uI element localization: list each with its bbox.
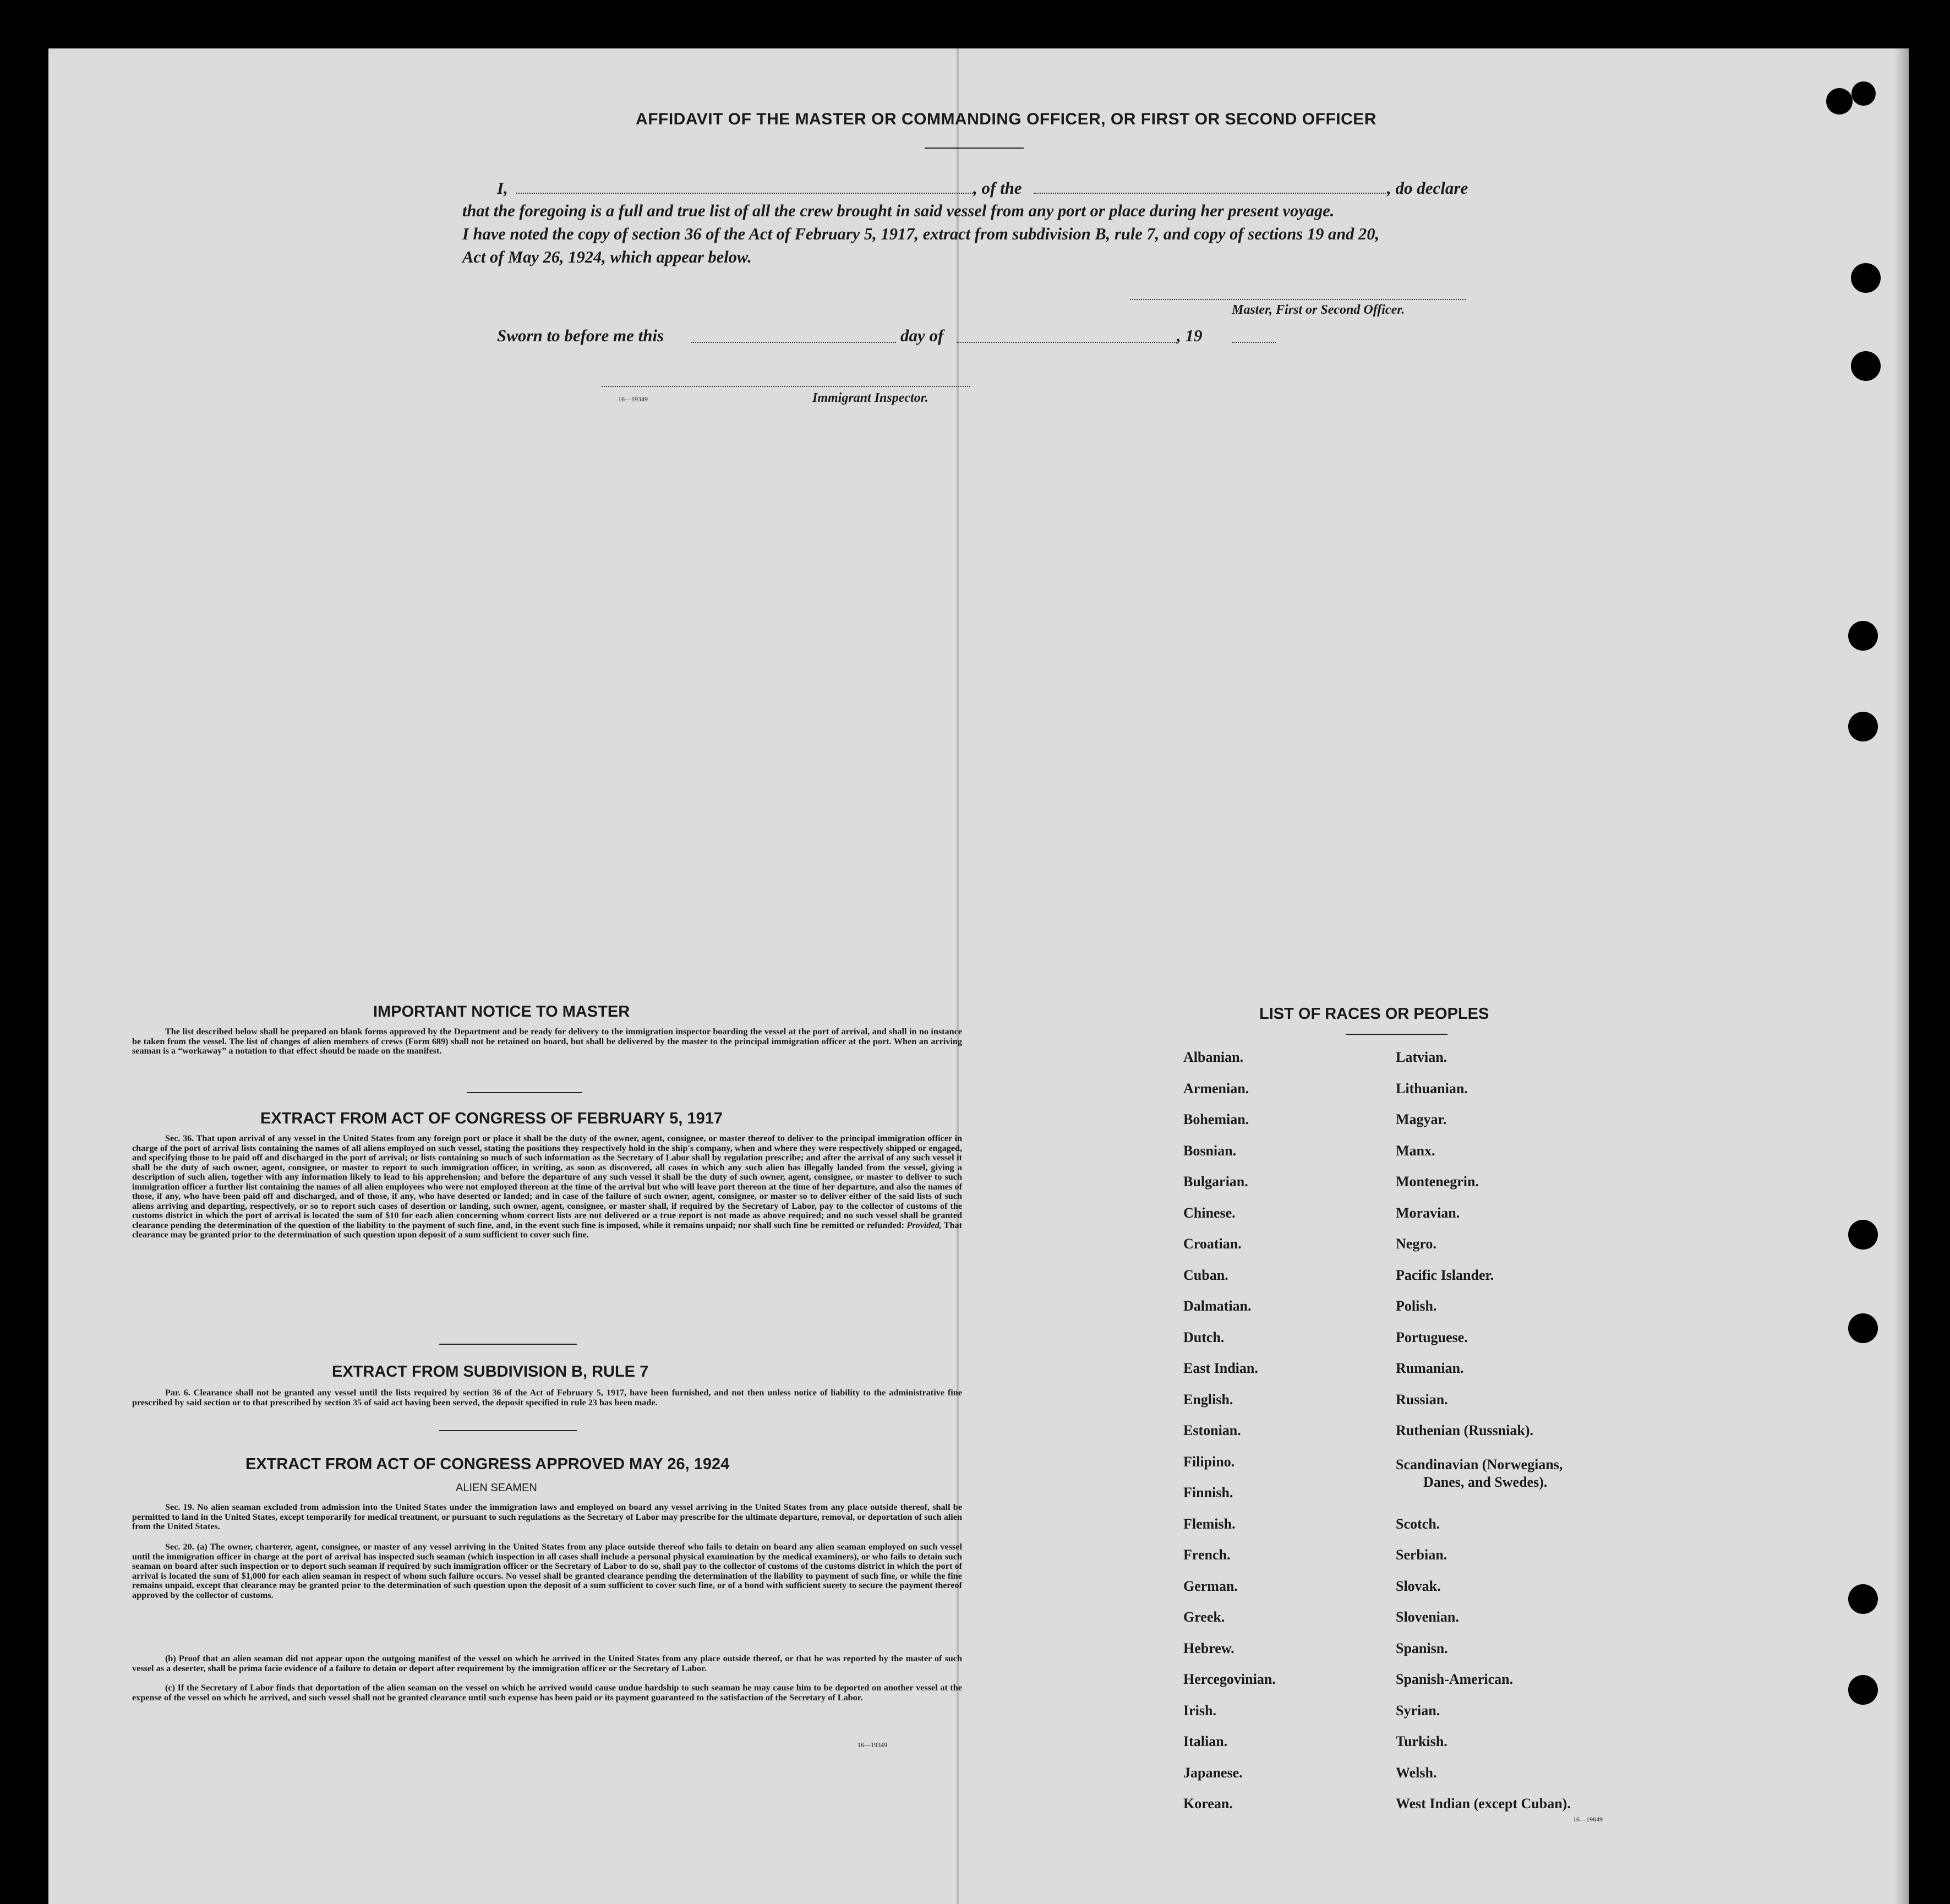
- race-item: Armenian.: [1183, 1080, 1249, 1096]
- title-rule: [925, 148, 1024, 149]
- document-sheet: [48, 48, 1909, 1904]
- do-declare-label: , do declare: [1387, 178, 1468, 198]
- notice-rule: [467, 1092, 582, 1093]
- race-item: Hebrew.: [1183, 1640, 1235, 1656]
- race-item: Estonian.: [1183, 1422, 1241, 1438]
- race-item: Filipino.: [1183, 1453, 1235, 1470]
- race-item: Bosnian.: [1183, 1142, 1237, 1159]
- declaration-line-2: that the foregoing is a full and true list of all the crew brought in said vessel from any port or place during her present voyage.: [462, 201, 1335, 220]
- extract-form-number: 16—19349: [857, 1741, 887, 1749]
- alien-seamen-subtitle: ALIEN SEAMEN: [456, 1482, 537, 1494]
- year-blank[interactable]: [1232, 342, 1276, 343]
- punch-hole: [1826, 88, 1853, 114]
- affidavit-form-number: 16—19349: [618, 395, 648, 403]
- race-item-continuation: Danes, and Swedes).: [1423, 1474, 1548, 1490]
- race-item: German.: [1183, 1578, 1238, 1594]
- race-item: Japanese.: [1183, 1764, 1243, 1781]
- inspector-label: Immigrant Inspector.: [812, 391, 928, 405]
- race-item: Scandinavian (Norwegians,: [1396, 1456, 1563, 1472]
- declaration-line-3: I have noted the copy of section 36 of the Act of February 5, 1917, extract from subdivision B, rule 7, and copy of sections 19 and 20,: [462, 225, 1380, 243]
- race-item: Turkish.: [1396, 1733, 1448, 1749]
- race-item: Croatian.: [1183, 1236, 1242, 1252]
- declaration-i: I,: [497, 178, 508, 198]
- race-item: Latvian.: [1396, 1049, 1448, 1065]
- signature-label: Master, First or Second Officer.: [1232, 303, 1405, 317]
- race-item: Bulgarian.: [1183, 1174, 1248, 1190]
- rule7-text: Par. 6. Clearance shall not be granted any vessel until the lists required by section 36 of the Act of February 5, 1917, have been furnished, and not then unless notice of liability to the administrative fine prescribed by said section or to that prescribed by section 35 of said act having been served, the deposit specified in rule 23 has been made.: [132, 1388, 962, 1407]
- race-item: Italian.: [1183, 1733, 1228, 1749]
- races-title: LIST OF RACES OR PEOPLES: [1259, 1005, 1489, 1023]
- race-item: Rumanian.: [1396, 1360, 1464, 1376]
- day-blank[interactable]: [691, 342, 896, 343]
- race-item: Cuban.: [1183, 1267, 1228, 1283]
- race-item: Lithuanian.: [1396, 1080, 1468, 1096]
- race-item: Manx.: [1396, 1142, 1435, 1159]
- year-prefix: , 19: [1177, 326, 1203, 345]
- vessel-blank[interactable]: [1034, 193, 1386, 194]
- of-the-label: , of the: [973, 178, 1022, 198]
- punch-hole: [1848, 1313, 1878, 1343]
- inspector-signature-blank[interactable]: [602, 386, 970, 387]
- punch-hole: [1851, 263, 1881, 293]
- race-item: Negro.: [1396, 1236, 1436, 1252]
- race-item: Welsh.: [1396, 1764, 1437, 1781]
- extract-1917-rule: [439, 1344, 577, 1345]
- race-item: Ruthenian (Russniak).: [1396, 1422, 1533, 1438]
- race-item: Slovenian.: [1396, 1609, 1459, 1625]
- race-item: Flemish.: [1183, 1515, 1236, 1532]
- race-item: Korean.: [1183, 1796, 1233, 1812]
- race-item: Dutch.: [1183, 1329, 1225, 1345]
- sec20a-text: Sec. 20. (a) The owner, charterer, agent, consignee, or master of any vessel arriving in the United States from any place outside thereof who fails to detain on board any alien seaman employed on such vessel until the immigration officer in charge at the port of arrival has inspected such seaman (which inspection in all cases shall include a personal physical examination by the medical examiners), or who fails to detain such seaman on board after such inspection or to deport such seaman if required by such immigration officer or the Secretary of Labor to do so, shall pay to the collector of customs of the customs district in which the port of arrival is located the sum of $1,000 for each alien seaman in respect of whom such failure occurs. No vessel shall be granted clearance pending the determination of the liability to payment of such fine, or while the fine remains unpaid, except that clearance may be granted prior to the determination of such question upon the deposit of a sum sufficient to cover such fine, or of a bond with sufficient surety to secure the payment thereof approved by the collector of customs.: [132, 1542, 962, 1600]
- race-item: Scotch.: [1396, 1515, 1440, 1532]
- notice-text: The list described below shall be prepared on blank forms approved by the Department and be ready for delivery to the immigration inspector boarding the vessel at the port of arrival, and shall in no instance be taken from the vessel. The list of changes of alien members of crews (Form 689) shall not be retained on board, but shall be delivered by the master to the principal immigration officer at the port. When an arriving seaman is a “workaway” a notation to that effect should be made on the manifest.: [132, 1027, 962, 1056]
- page-edge-shadow: [1894, 48, 1909, 1904]
- race-item: Polish.: [1396, 1298, 1437, 1314]
- race-item: West Indian (except Cuban).: [1396, 1796, 1571, 1812]
- race-item: Syrian.: [1396, 1702, 1440, 1718]
- race-item: Chinese.: [1183, 1204, 1236, 1221]
- center-fold: [957, 48, 959, 1904]
- punch-hole: [1848, 1220, 1878, 1250]
- race-item: Serbian.: [1396, 1547, 1448, 1563]
- punch-hole: [1848, 1584, 1878, 1614]
- extract-1917-body: Sec. 36. That upon arrival of any vessel in the United States from any foreign port or place it shall be the duty of the owner, agent, consignee, or master thereof to deliver to the principal immigration officer in charge of the port of arrival lists containing the names of all aliens employed on such vessel, stating the positions they respectively hold in the ship's company, when and where they were respectively shipped or engaged, and specifying those to be paid off and discharged in the port of arrival; or lists containing so much of such information as the Secretary of Labor shall by regulation prescribe; and after the arrival of any such vessel it shall be the duty of such owner, agent, consignee, or master to report to such immigration officer, in writing, as soon as discovered, all cases in which any such alien has illegally landed from the vessel, giving a description of such alien, together with any information likely to lead to his apprehension; and before the departure of any such vessel it shall be the duty of such owner, agent, consignee, or master to deliver to such immigration officer a further list containing the names of all alien employees who were not employed thereon at the time of the arrival but who will leave port thereon at the time of her departure, and also the names of those, if any, who have been paid off and discharged, and of those, if any, who have deserted or landed; and in case of the failure of such owner, agent, consignee, or master so to deliver either of the said lists of such aliens arriving and departing, respectively, or so to report such cases of desertion or landing, such owner, agent, consignee, or master shall, if required by the Secretary of Labor, pay to the collector of customs of the customs district in which the port of arrival is located the sum of $10 for each alien concerning whom correct lists are not delivered or a true report is not made as above required; and no such vessel shall be granted clearance pending the determination of the question of the liability to the payment of such fine, and, in the event such fine is imposed, while it remains unpaid; nor shall such fine be remitted or refunded:: [132, 1133, 962, 1230]
- race-item: Hercegovinian.: [1183, 1671, 1276, 1687]
- race-item: Slovak.: [1396, 1578, 1441, 1594]
- proviso-text: That clearance may be granted prior to the determination of such question upon deposit of a sum sufficient to cover such fine.: [132, 1220, 962, 1240]
- signature-blank[interactable]: [1130, 299, 1466, 300]
- race-item: Moravian.: [1396, 1204, 1460, 1221]
- sworn-label: Sworn to before me this: [497, 326, 664, 345]
- race-item: French.: [1183, 1547, 1231, 1563]
- race-item: Bohemian.: [1183, 1111, 1249, 1127]
- race-item: Finnish.: [1183, 1485, 1233, 1501]
- rule7-rule: [439, 1430, 577, 1431]
- race-item: East Indian.: [1183, 1360, 1258, 1376]
- race-item: Russian.: [1396, 1391, 1448, 1407]
- notice-title: IMPORTANT NOTICE TO MASTER: [373, 1003, 630, 1021]
- punch-hole: [1848, 712, 1878, 741]
- sec20b-text: (b) Proof that an alien seaman did not appear upon the outgoing manifest of the vessel on which he arrived in the United States from any place outside thereof, or that he was reported by the master of such vessel as a deserter, shall be prima facie evidence of a failure to detain or deport after requirement by the immigration officer or the Secretary of Labor.: [132, 1654, 962, 1673]
- sec20c-text: (c) If the Secretary of Labor finds that deportation of the alien seaman on the vessel on which he arrived would cause undue hardship to such seaman he may cause him to be deported on another vessel at the expense of the vessel on which he arrived, and such vessel shall not be granted clearance until such expense has been paid or its payment guaranteed to the satisfaction of the Secretary of Labor.: [132, 1683, 962, 1703]
- race-item: Spanish-American.: [1396, 1671, 1514, 1687]
- race-item: Magyar.: [1396, 1111, 1447, 1127]
- race-item: Greek.: [1183, 1609, 1225, 1625]
- extract-1917-text: [132, 1134, 962, 1240]
- extract-1924-title: EXTRACT FROM ACT OF CONGRESS APPROVED MAY 26, 1924: [245, 1455, 730, 1473]
- extract-1917-title: EXTRACT FROM ACT OF CONGRESS OF FEBRUARY 5, 1917: [260, 1110, 723, 1127]
- name-blank[interactable]: [516, 193, 973, 194]
- race-item: Dalmatian.: [1183, 1298, 1252, 1314]
- race-item: Portuguese.: [1396, 1329, 1468, 1345]
- race-item: Irish.: [1183, 1702, 1216, 1718]
- month-blank[interactable]: [957, 342, 1177, 343]
- punch-hole: [1848, 621, 1878, 651]
- sec19-text: Sec. 19. No alien seaman excluded from admission into the United States under the immigration laws and employed on board any vessel arriving in the United States from any place outside thereof, shall be permitted to land in the United States, except temporarily for medical treatment, or pursuant to such regulations as the Secretary of Labor may prescribe for the ultimate departure, removal, or deportation of such alien from the United States.: [132, 1502, 962, 1531]
- rule7-title: EXTRACT FROM SUBDIVISION B, RULE 7: [332, 1363, 649, 1381]
- punch-hole: [1851, 351, 1881, 381]
- affidavit-title: AFFIDAVIT OF THE MASTER OR COMMANDING OFFICER, OR FIRST OR SECOND OFFICER: [636, 110, 1377, 128]
- race-item: Spanisn.: [1396, 1640, 1448, 1656]
- proviso-word: Provided,: [906, 1220, 942, 1230]
- races-rule: [1346, 1034, 1448, 1035]
- race-item: Pacific Islander.: [1396, 1267, 1494, 1283]
- race-item: English.: [1183, 1391, 1233, 1407]
- day-of-label: day of: [900, 326, 944, 345]
- declaration-line-4: Act of May 26, 1924, which appear below.: [462, 248, 752, 266]
- punch-hole: [1848, 1675, 1878, 1705]
- race-item: Albanian.: [1183, 1049, 1244, 1065]
- races-form-number: 16—19649: [1573, 1815, 1603, 1823]
- punch-hole: [1851, 81, 1876, 106]
- race-item: Montenegrin.: [1396, 1174, 1479, 1190]
